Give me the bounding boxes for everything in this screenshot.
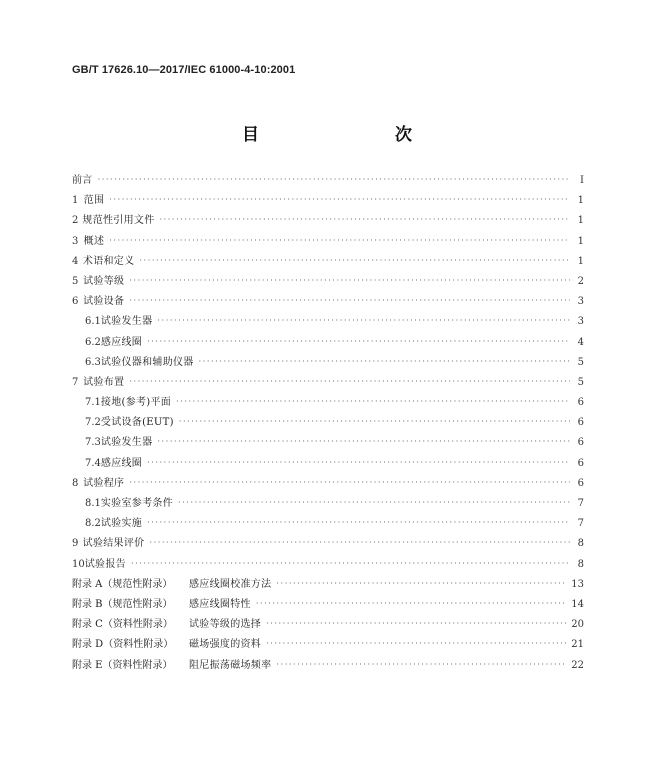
toc-entry-page: 1 (577, 195, 584, 207)
toc-entry[interactable] (72, 494, 584, 514)
toc-entry-label: 范围 (83, 195, 105, 207)
toc-entry[interactable] (72, 171, 584, 191)
toc-entry[interactable] (72, 312, 584, 332)
toc-entry[interactable] (72, 454, 584, 474)
toc-entry-number: 4 (72, 255, 79, 267)
toc-dot-leader (160, 210, 571, 230)
toc-entry[interactable] (72, 534, 584, 554)
toc-entry-page: 6 (577, 457, 584, 469)
toc-entry-number: 7.4 (85, 457, 101, 469)
toc-entry-page: 20 (571, 619, 584, 631)
toc-entry-page: 13 (571, 578, 584, 590)
toc-entry[interactable] (72, 211, 584, 231)
toc-entry-page: 8 (577, 538, 584, 550)
toc-dot-leader (98, 170, 570, 190)
toc-dot-leader (109, 231, 570, 251)
toc-dot-leader (109, 190, 570, 210)
toc-entry-label: 受试设备(EUT) (100, 417, 174, 429)
toc-entry-page: 6 (577, 477, 584, 489)
toc-entry[interactable] (72, 413, 584, 433)
toc-entry-page: 5 (577, 356, 584, 368)
toc-entry[interactable] (72, 272, 584, 292)
toc-dot-leader (276, 655, 567, 675)
toc-entry-page: 6 (577, 417, 584, 429)
toc-entry-page: 7 (577, 498, 584, 509)
toc-entry-label: 感应线圈特性 (189, 598, 251, 610)
toc-entry-label: 感应线圈 (100, 336, 143, 348)
toc-entry-page: 1 (577, 235, 584, 247)
toc-dot-leader (131, 554, 570, 574)
toc-entry-label: 概述 (83, 235, 105, 247)
toc-entry[interactable] (72, 595, 584, 615)
toc-dot-leader (199, 352, 570, 372)
toc-entry[interactable] (72, 635, 584, 655)
toc-entry-number: 6.3 (85, 356, 101, 368)
toc-entry-label: 试验仪器和辅助仪器 (100, 356, 194, 368)
toc-dot-leader (157, 311, 570, 331)
toc-dot-leader (178, 493, 570, 513)
toc-dot-leader (147, 332, 570, 352)
toc-entry-number: 10 (72, 558, 85, 570)
toc-entry-page: Ⅰ (580, 175, 584, 186)
toc-entry-number: 7.2 (85, 417, 101, 429)
toc-entry-number: 3 (72, 235, 79, 247)
toc-entry-number: 6.2 (85, 336, 101, 348)
toc-entry-label: 规范性引用文件 (82, 215, 155, 227)
toc-entry-page: 3 (577, 296, 584, 308)
toc-entry-label: 阻尼振荡磁场频率 (189, 659, 272, 671)
toc-entry[interactable] (72, 292, 584, 312)
toc-entry-page: 14 (571, 598, 584, 610)
toc-appendix-tag: 附录 C（资料性附录） (72, 619, 173, 631)
toc-entry-label: 感应线圈校准方法 (189, 578, 272, 590)
toc-dot-leader (149, 533, 570, 553)
toc-entry[interactable] (72, 353, 584, 373)
toc-entry-page: 3 (577, 316, 584, 328)
toc-appendix-tag: 附录 A（规范性附录） (72, 578, 173, 590)
toc-entry-page: 2 (577, 275, 584, 287)
toc-entry[interactable] (72, 232, 584, 252)
toc-entry-page: 5 (577, 376, 584, 388)
toc-entry[interactable] (72, 393, 584, 413)
toc-entry-label: 实验室参考条件 (100, 498, 174, 509)
toc-entry-number: 7 (72, 376, 79, 388)
toc-entry-label: 试验实施 (100, 518, 143, 530)
toc-dot-leader (256, 594, 567, 614)
toc-entry-label: 试验程序 (83, 477, 125, 489)
toc-dot-leader (276, 574, 567, 594)
toc-appendix-tag: 附录 B（规范性附录） (72, 598, 173, 610)
toc-entry-label: 感应线圈 (100, 457, 143, 469)
toc-entry-label: 试验发生器 (100, 437, 153, 449)
toc-entry[interactable] (72, 333, 584, 353)
toc-entry[interactable] (72, 555, 584, 575)
toc-entry-label: 接地(参考)平面 (100, 397, 172, 409)
table-of-contents (72, 171, 584, 676)
toc-appendix-tag: 附录 D（资料性附录） (72, 639, 174, 651)
toc-entry-label: 试验布置 (83, 376, 125, 388)
toc-entry[interactable] (72, 656, 584, 676)
toc-entry-number: 8.1 (85, 498, 101, 509)
toc-dot-leader (139, 251, 570, 271)
toc-entry-number: 8.2 (85, 518, 101, 530)
toc-dot-leader (129, 291, 570, 311)
toc-entry-page: 6 (577, 397, 584, 409)
toc-dot-leader (147, 513, 570, 533)
toc-dot-leader (147, 453, 570, 473)
toc-entry-label: 试验发生器 (100, 316, 153, 328)
toc-entry-page: 22 (571, 659, 584, 671)
toc-entry-page: 1 (577, 215, 584, 227)
toc-dot-leader (157, 432, 570, 452)
toc-entry-page: 1 (577, 255, 584, 267)
toc-entry-label: 前言 (72, 175, 93, 186)
toc-entry-label: 试验等级的选择 (189, 619, 262, 631)
toc-entry[interactable] (72, 433, 584, 453)
toc-entry[interactable] (72, 474, 584, 494)
toc-dot-leader (129, 271, 570, 291)
toc-entry[interactable] (72, 373, 584, 393)
toc-entry[interactable] (72, 575, 584, 595)
toc-entry-label: 术语和定义 (82, 255, 135, 267)
toc-entry-page: 6 (577, 437, 584, 449)
toc-dot-leader (129, 372, 570, 392)
toc-entry-page: 8 (577, 558, 584, 570)
toc-entry-number: 6 (72, 296, 79, 308)
toc-entry[interactable] (72, 615, 584, 635)
toc-entry-label: 试验报告 (84, 558, 126, 570)
toc-entry-label: 试验设备 (83, 296, 125, 308)
toc-entry-number: 1 (72, 195, 79, 207)
toc-entry-number: 8 (72, 477, 79, 489)
toc-entry[interactable] (72, 514, 584, 534)
toc-entry-label: 磁场强度的资料 (189, 639, 262, 651)
standard-code: GB/T 17626.10—2017/IEC 61000-4-10:2001 (72, 64, 296, 76)
toc-dot-leader (179, 412, 570, 432)
toc-appendix-tag: 附录 E（资料性附录） (72, 659, 173, 671)
toc-dot-leader (176, 392, 570, 412)
toc-entry-number: 7.1 (85, 397, 101, 409)
toc-entry-page: 4 (577, 336, 584, 348)
toc-entry-number: 9 (72, 538, 79, 550)
toc-dot-leader (266, 634, 567, 654)
toc-entry-page: 21 (571, 639, 584, 651)
toc-dot-leader (129, 473, 570, 493)
toc-entry-page: 7 (577, 518, 584, 530)
toc-entry-number: 7.3 (85, 437, 101, 449)
toc-entry-label: 试验等级 (83, 275, 125, 287)
toc-dot-leader (266, 614, 567, 634)
toc-entry-number: 5 (72, 275, 79, 287)
toc-entry[interactable] (72, 252, 584, 272)
toc-entry[interactable] (72, 191, 584, 211)
toc-entry-label: 试验结果评价 (82, 538, 145, 550)
toc-entry-number: 2 (72, 215, 79, 227)
page-title: 目 次 (242, 125, 446, 145)
toc-entry-number: 6.1 (85, 316, 101, 328)
